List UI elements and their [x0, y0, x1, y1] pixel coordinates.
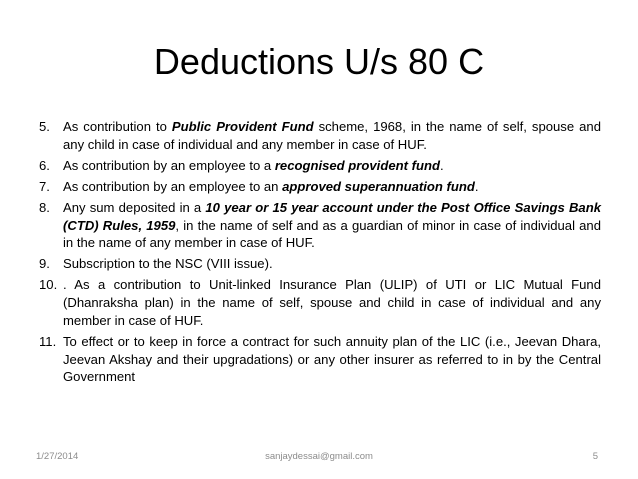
- item-text-part: , in the name of self and as a guardian of minor in case of individual and in the name of any member in case of HUF.: [63, 217, 601, 251]
- list-item: [39, 178, 601, 196]
- item-text-part: Any sum deposited in a: [63, 199, 206, 215]
- item-text: [63, 178, 601, 196]
- item-text-emphasis: recognised provident fund: [274, 157, 440, 173]
- item-text-emphasis: Public Provident Fund: [171, 119, 314, 134]
- item-text: [63, 157, 601, 175]
- slide-title: Deductions U/s 80 C: [153, 41, 485, 82]
- list-item: [39, 333, 601, 386]
- footer-page-number: 5: [592, 451, 598, 462]
- item-number: 10.: [39, 277, 58, 293]
- deduction-list: [39, 118, 601, 389]
- item-text-part: As contribution by an employee to a: [63, 157, 275, 173]
- item-number: 8.: [39, 199, 50, 215]
- item-number: 7.: [39, 178, 50, 194]
- item-text: [63, 199, 601, 252]
- item-text-emphasis: 10 year or 15 year account under the Post Office Savings Bank (CTD) Rules, 1959: [63, 199, 601, 233]
- item-text: [63, 333, 601, 386]
- item-number: 5.: [39, 119, 50, 134]
- item-text: [63, 118, 601, 154]
- item-text-part: . As a contribution to Unit-linked Insurance Plan (ULIP) of UTI or LIC Mutual Fund (Dhanraksha plan) in the name of self, spouse and child in case of individual and any member in case of HUF.: [63, 277, 601, 328]
- item-text-part: .: [474, 178, 479, 194]
- item-text: [63, 276, 601, 329]
- item-text-part: scheme, 1968, in the name of self, spouse and any child in case of individual and any member in case of HUF.: [63, 119, 601, 152]
- list-item: [39, 276, 601, 329]
- item-number: 11.: [39, 333, 57, 349]
- list-item: [39, 199, 601, 252]
- list-item: [39, 255, 601, 273]
- list-item: [39, 157, 601, 175]
- item-text-part: Subscription to the NSC (VIII issue).: [63, 256, 273, 272]
- item-text-part: .: [439, 157, 444, 173]
- item-text-part: As contribution by an employee to an: [63, 178, 283, 194]
- item-number: 9.: [39, 256, 50, 272]
- item-text: [63, 255, 601, 273]
- item-text-part: To effect or to keep in force a contract for such annuity plan of the LIC (i.e., Jeevan Dhara, Jeevan Akshay and their upgradations) or any other insurer as referred to in by the Central Government: [63, 333, 601, 385]
- list-item: [39, 118, 601, 154]
- footer-email: sanjaydessai@gmail.com: [265, 451, 373, 462]
- item-number: 6.: [39, 157, 50, 173]
- footer-date: 1/27/2014: [36, 451, 79, 462]
- item-text-emphasis: approved superannuation fund: [282, 178, 475, 194]
- item-text-part: As contribution to: [63, 119, 172, 134]
